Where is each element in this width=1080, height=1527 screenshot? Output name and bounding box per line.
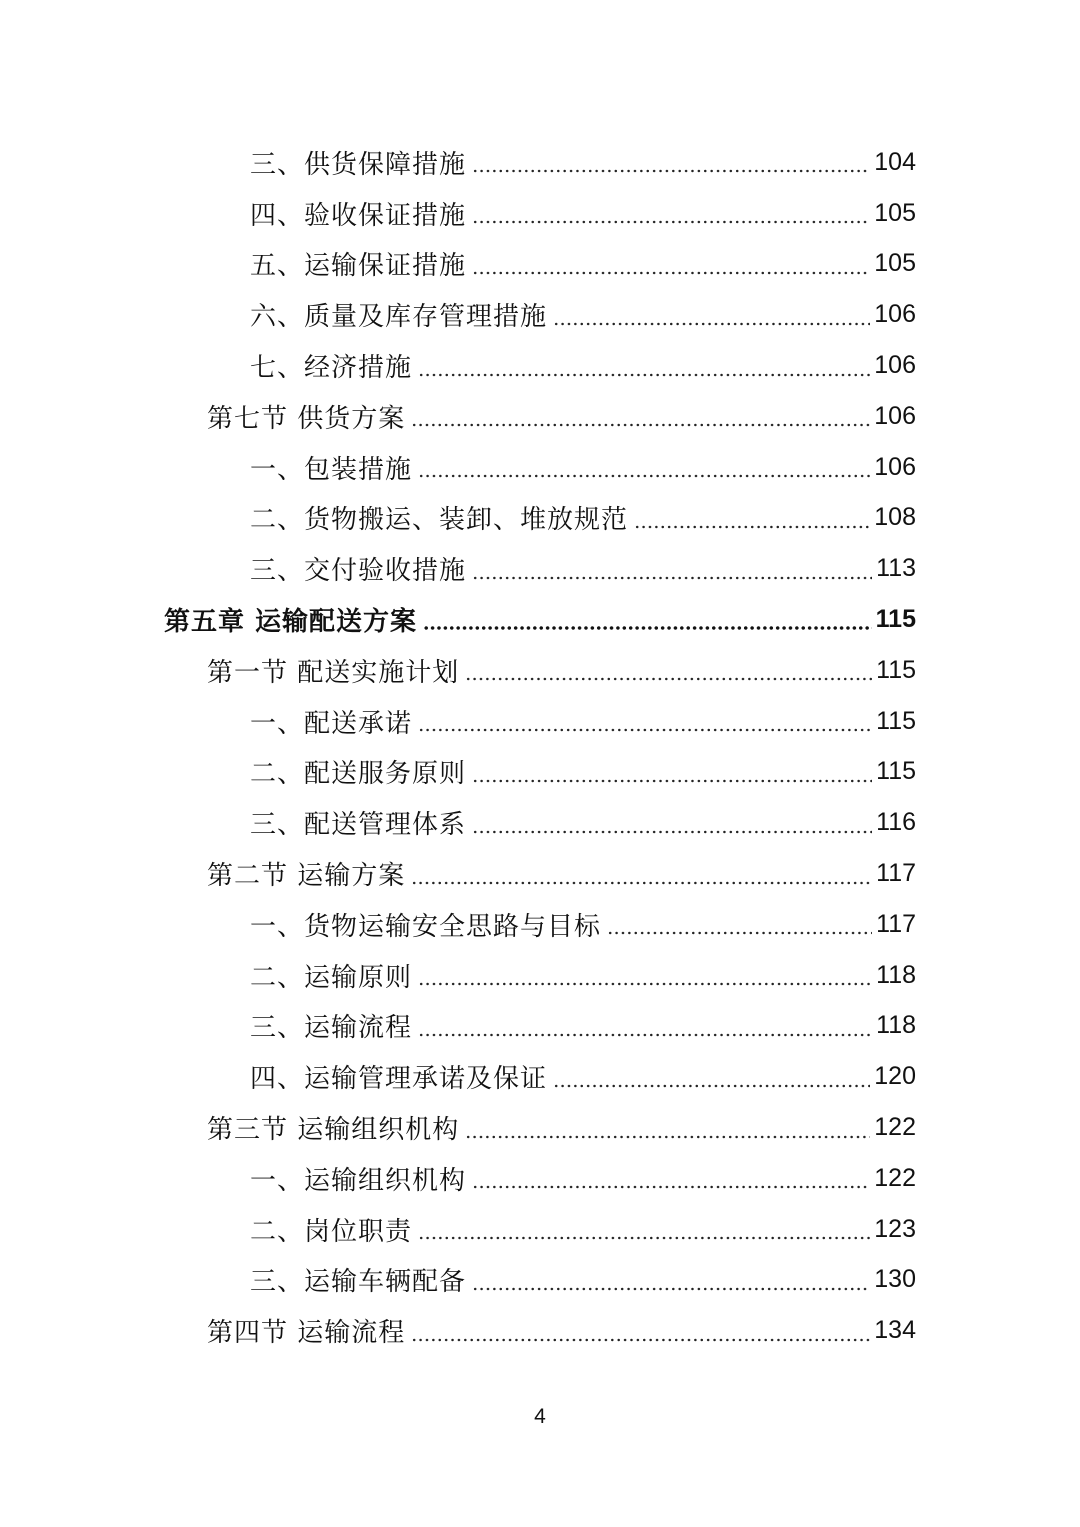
toc-entry[interactable] [0,1001,1080,1052]
toc-entry-title: 五、运输保证措施 [250,251,467,282]
toc-entry-title: 一、包装措施 [250,454,413,485]
toc-entry-title: 二、配送服务原则 [250,759,467,790]
toc-entry-title: 三、运输流程 [250,1013,413,1044]
toc-entry-title: 二、岗位职责 [250,1216,413,1247]
toc-entry-page: 134 [874,1316,916,1345]
toc-entry-page: 130 [874,1265,916,1294]
toc-entry[interactable] [0,137,1080,188]
toc-entry[interactable] [0,442,1080,493]
toc-entry-title: 六、质量及库存管理措施 [250,302,548,333]
toc-entry-title: 一、货物运输安全思路与目标 [250,911,602,942]
toc-dot-leader [472,1165,870,1191]
toc-dot-leader [472,759,872,785]
toc-section-entry[interactable] [0,1305,1080,1356]
toc-entry-page: 116 [876,808,916,837]
toc-entry-title: 三、交付验收措施 [250,556,467,587]
toc-entry-page: 104 [874,147,916,176]
toc-dot-leader [472,200,870,226]
toc-section-entry[interactable] [0,645,1080,696]
toc-entry-title: 四、验收保证措施 [250,200,467,231]
toc-dot-leader [607,911,872,937]
toc-entry[interactable] [0,1204,1080,1255]
toc-entry-page: 115 [875,605,916,634]
toc-section-title: 第二节 运输方案 [207,861,406,892]
toc-entry-page: 120 [874,1062,916,1091]
toc-entry-page: 115 [876,655,916,684]
toc-dot-leader [472,1267,870,1293]
toc-entry[interactable] [0,543,1080,594]
toc-entry[interactable] [0,493,1080,544]
toc-dot-leader [418,708,872,734]
toc-entry[interactable] [0,239,1080,290]
toc-section-entry[interactable] [0,391,1080,442]
toc-entry-title: 七、经济措施 [250,353,413,384]
toc-entry-page: 113 [876,554,916,583]
toc-entry-page: 108 [874,503,916,532]
toc-entry[interactable] [0,1153,1080,1204]
toc-dot-leader [411,861,872,887]
toc-dot-leader [418,353,870,379]
toc-section-title: 第三节 运输组织机构 [207,1115,460,1146]
toc-section-entry[interactable] [0,848,1080,899]
toc-entry-page: 106 [874,452,916,481]
toc-dot-leader [553,302,870,328]
toc-entry[interactable] [0,1255,1080,1306]
toc-dot-leader [634,505,870,531]
toc-entry[interactable] [0,950,1080,1001]
toc-section-entry[interactable] [0,1102,1080,1153]
toc-section-title: 第一节 配送实施计划 [207,657,460,688]
toc-dot-leader [472,149,870,175]
toc-entry[interactable] [0,797,1080,848]
toc-entry-title: 一、配送承诺 [250,708,413,739]
toc-chapter-title: 第五章 运输配送方案 [164,607,418,638]
toc-entry-page: 115 [876,757,916,786]
toc-entry-title: 二、运输原则 [250,962,413,993]
toc-entry-page: 122 [874,1163,916,1192]
toc-dot-leader [411,1318,870,1344]
toc-entry-page: 105 [874,198,916,227]
toc-entry-page: 106 [874,401,916,430]
toc-dot-leader [418,962,872,988]
toc-dot-leader [418,454,870,480]
toc-entry[interactable] [0,899,1080,950]
toc-entry[interactable] [0,747,1080,798]
toc-entry-title: 四、运输管理承诺及保证 [250,1064,548,1095]
toc-dot-leader [465,657,872,683]
toc-entry-page: 117 [876,859,916,888]
toc-entry[interactable] [0,340,1080,391]
table-of-contents [0,137,1080,1356]
toc-dot-leader [472,556,872,582]
toc-entry[interactable] [0,696,1080,747]
toc-entry-page: 122 [874,1113,916,1142]
toc-entry-title: 三、运输车辆配备 [250,1267,467,1298]
toc-chapter-entry[interactable] [0,594,1080,645]
toc-entry[interactable] [0,188,1080,239]
toc-dot-leader [411,403,870,429]
toc-dot-leader [423,607,872,633]
toc-dot-leader [472,251,870,277]
toc-dot-leader [418,1216,870,1242]
toc-entry[interactable] [0,289,1080,340]
toc-entry-page: 118 [876,960,916,989]
toc-entry-page: 105 [874,249,916,278]
toc-dot-leader [418,1013,872,1039]
toc-dot-leader [465,1115,870,1141]
toc-entry-page: 118 [876,1011,916,1040]
toc-entry-title: 二、货物搬运、装卸、堆放规范 [250,505,629,536]
toc-entry-title: 三、配送管理体系 [250,810,467,841]
toc-entry-page: 123 [874,1214,916,1243]
toc-entry-page: 115 [876,706,916,735]
toc-dot-leader [472,810,872,836]
toc-dot-leader [553,1064,870,1090]
page-number: 4 [534,1405,546,1428]
toc-section-title: 第七节 供货方案 [207,403,406,434]
toc-entry-page: 117 [876,909,916,938]
toc-entry[interactable] [0,1051,1080,1102]
toc-entry-page: 106 [874,300,916,329]
toc-section-title: 第四节 运输流程 [207,1318,406,1349]
toc-entry-page: 106 [874,351,916,380]
toc-entry-title: 一、运输组织机构 [250,1165,467,1196]
toc-entry-title: 三、供货保障措施 [250,149,467,180]
